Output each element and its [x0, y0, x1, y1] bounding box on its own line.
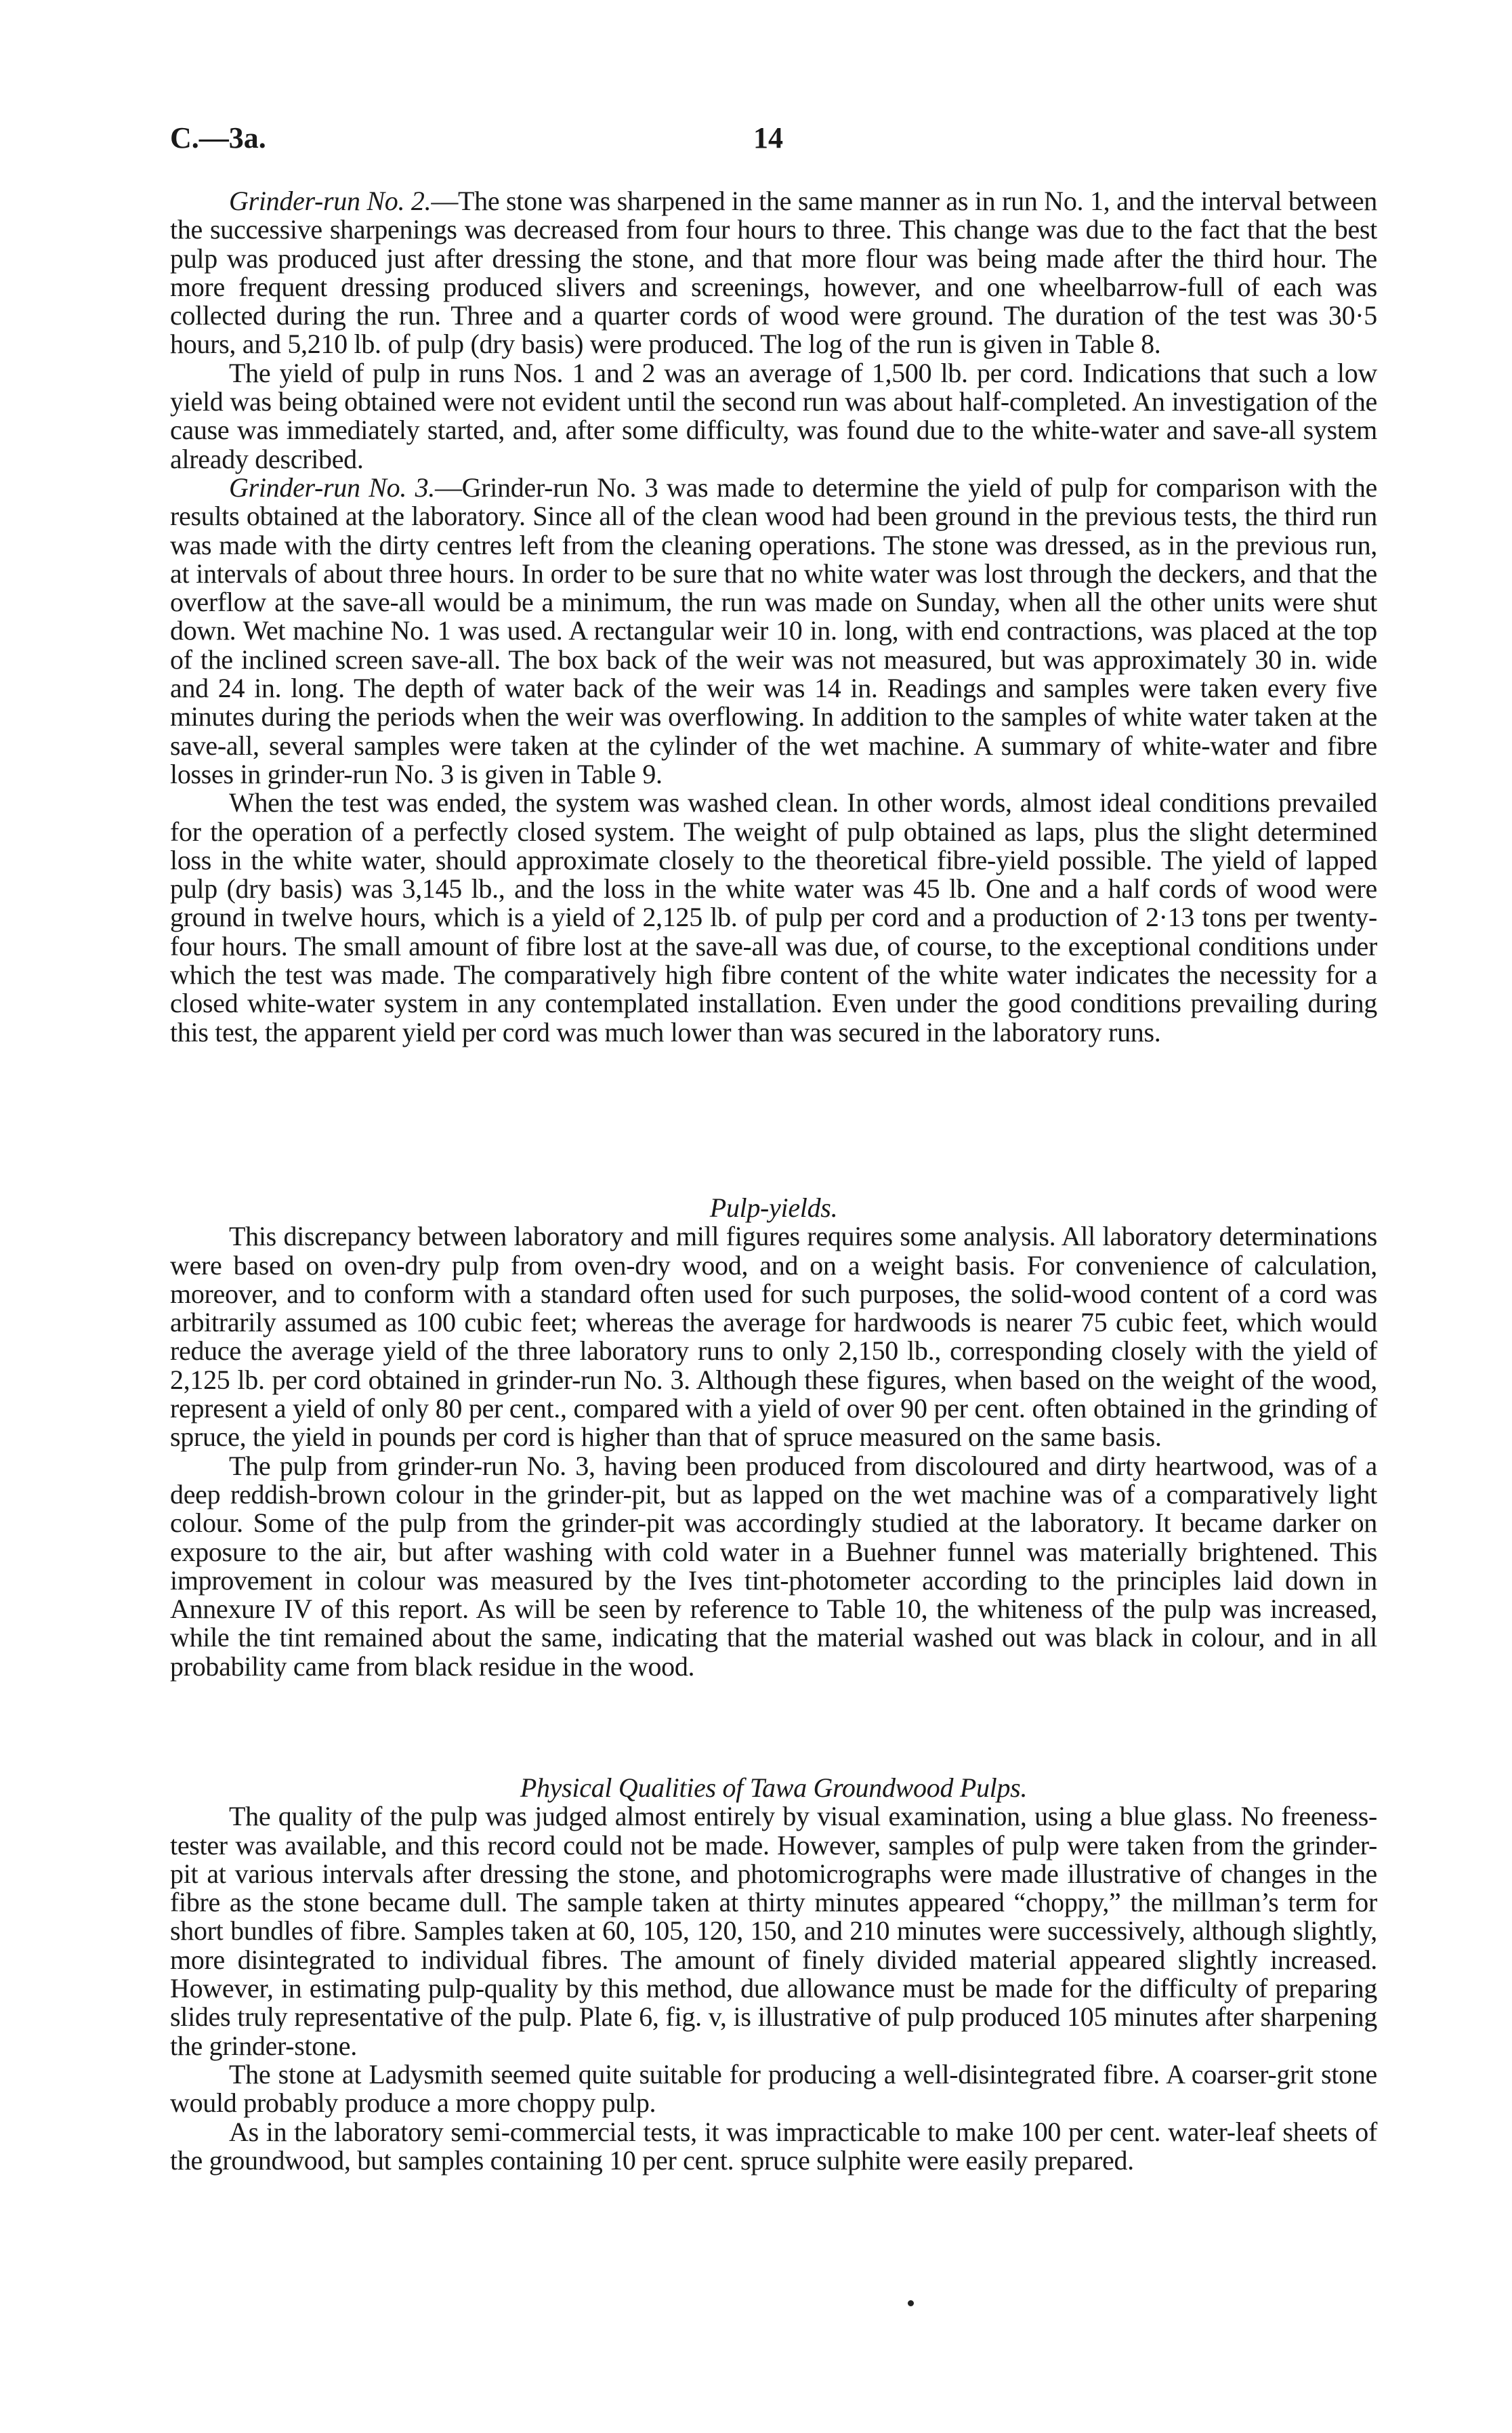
paragraph: The quality of the pulp was judged almost entirely by visual examination, using a blue glass. No freeness-tester was available, and this record could not be made. However, samples of pulp were taken from the grinder-pit at various intervals after dressing the stone, and photomicrographs were made illustrative of changes in the fibre as the stone became dull. The sample taken at thirty minutes appeared “choppy,” the millman’s term for short bundles of fibre. Samples taken at 60, 105, 120, 150, and 210 minutes were successively, although slightly, more disintegrated to individual fibres. The amount of finely divided material appeared slightly increased. However, in estimating pulp-quality by this method, due allowance must be made for the difficulty of preparing slides truly representative of the pulp. Plate 6, fig. v, is illustrative of pulp produced 105 minutes after sharpening the grinder-stone. [170, 1801, 1377, 2061]
paragraph: As in the laboratory semi-commercial tests, it was impracticable to make 100 per cent. water-leaf sheets of the groundwood, but samples containing 10 per cent. spruce sulphite were easily prepared. [170, 2116, 1377, 2176]
paragraph-text: —Grinder-run No. 3 was made to determine the yield of pulp for comparison with the results obtained at the laboratory. Since all of the clean wood had been ground in the previous tests, the third run was made with the dirty centres left from the cleaning operations. The stone was dressed, as in the previous run, at intervals of about three hours. In order to be sure that no white water was lost through the deckers, and that the overflow at the save-all would be a minimum, the run was made on Sunday, when all the other units were shut down. Wet machine No. 1 was used. A rectangular weir 10 in. long, with end contractions, was placed at the top of the inclined screen save-all. The box back of the weir was not measured, but was approximately 30 in. wide and 24 in. long. The depth of water back of the weir was 14 in. Readings and samples were taken every five minutes during the periods when the weir was overflowing. In addition to the samples of white water taken at the save-all, several samples were taken at the cylinder of the wet machine. A summary of white-water and fibre losses in grinder-run No. 3 is given in Table 9. [170, 472, 1377, 789]
paragraph [170, 187, 1377, 359]
section-heading: Physical Qualities of Tawa Groundwood Pulps. [520, 1772, 1028, 1803]
paragraph: The stone at Ladysmith seemed quite suitable for producing a well-disintegrated fibre. A coarser-grit stone would probably produce a more choppy pulp. [170, 2058, 1377, 2119]
document-reference: C.—3a. [170, 121, 266, 154]
page-number: 14 [753, 121, 783, 154]
section-physical-qualities [170, 1774, 1377, 2175]
section-pulp-yields [170, 1194, 1377, 1681]
section-heading: Pulp-yields. [709, 1192, 838, 1223]
paragraph-text: The yield of pulp in runs Nos. 1 and 2 was an average of 1,500 lb. per cord. Indications that such a low yield was being obtained were not evident until the second run was about half-completed. An investigation of the cause was immediately started, and, after some difficulty, was found due to the white-water and save-all system already described. [170, 357, 1377, 474]
run-heading: Grinder-run No. 3. [229, 472, 435, 503]
run-heading: Grinder-run No. 2. [229, 186, 432, 216]
paragraph-text: —The stone was sharpened in the same manner as in run No. 1, and the interval between the successive sharpenings was decreased from four hours to three. This change was due to the fact that the best pulp was produced just after dressing the stone, and that more flour was being made after the third hour. The more frequent dressing produced slivers and screenings, however, and one wheelbarrow-full of each was collected during the run. Three and a quarter cords of wood were ground. The duration of the test was 30·5 hours, and 5,210 lb. of pulp (dry basis) were produced. The log of the run is given in Table 8. [170, 186, 1377, 360]
section-grinder-runs [170, 187, 1377, 1047]
footer-dot [908, 2300, 914, 2306]
paragraph [170, 474, 1377, 789]
paragraph [170, 359, 1377, 474]
paragraph-text: When the test was ended, the system was washed clean. In other words, almost ideal conditions prevailed for the operation of a perfectly closed system. The weight of pulp obtained as laps, plus the slight determined loss in the white water, should approximate closely to the theoretical fibre-yield possible. The yield of lapped pulp (dry basis) was 3,145 lb., and the loss in the white water was 45 lb. One and a half cords of wood were ground in twelve hours, which is a yield of 2,125 lb. of pulp per cord and a production of 2·13 tons per twenty-four hours. The small amount of fibre lost at the save-all was due, of course, to the exceptional conditions under which the test was made. The comparatively high fibre content of the white water indicates the necessity for a closed white-water system in any contemplated installation. Even under the good conditions prevailing during this test, the apparent yield per cord was much lower than was secured in the laboratory runs. [170, 787, 1377, 1047]
paragraph: This discrepancy between laboratory and mill figures requires some analysis. All laboratory determinations were based on oven-dry pulp from oven-dry wood, and on a weight basis. For convenience of calculation, moreover, and to conform with a standard often used for such purposes, the solid-wood content of a cord was arbitrarily assumed as 100 cubic feet; whereas the average for hardwoods is nearer 75 cubic feet, which would reduce the average yield of the three laboratory runs to only 2,150 lb., corresponding closely with the yield of 2,125 lb. per cord obtained in grinder-run No. 3. Although these figures, when based on the weight of the wood, represent a yield of only 80 per cent., compared with a yield of over 90 per cent. often obtained in the grinding of spruce, the yield in pounds per cord is higher than that of spruce measured on the same basis. [170, 1221, 1377, 1453]
paragraph [170, 789, 1377, 1047]
paragraph: The pulp from grinder-run No. 3, having been produced from discoloured and dirty heartwood, was of a deep reddish-brown colour in the grinder-pit, but as lapped on the wet machine was of a comparatively light colour. Some of the pulp from the grinder-pit was accordingly studied at the laboratory. It became darker on exposure to the air, but after washing with cold water in a Buehner funnel was materially brightened. This improvement in colour was measured by the Ives tint-photometer according to the principles laid down in Annexure IV of this report. As will be seen by reference to Table 10, the whiteness of the pulp was increased, while the tint remained about the same, indicating that the material washed out was black in colour, and in all probability came from black residue in the wood. [170, 1450, 1377, 1682]
